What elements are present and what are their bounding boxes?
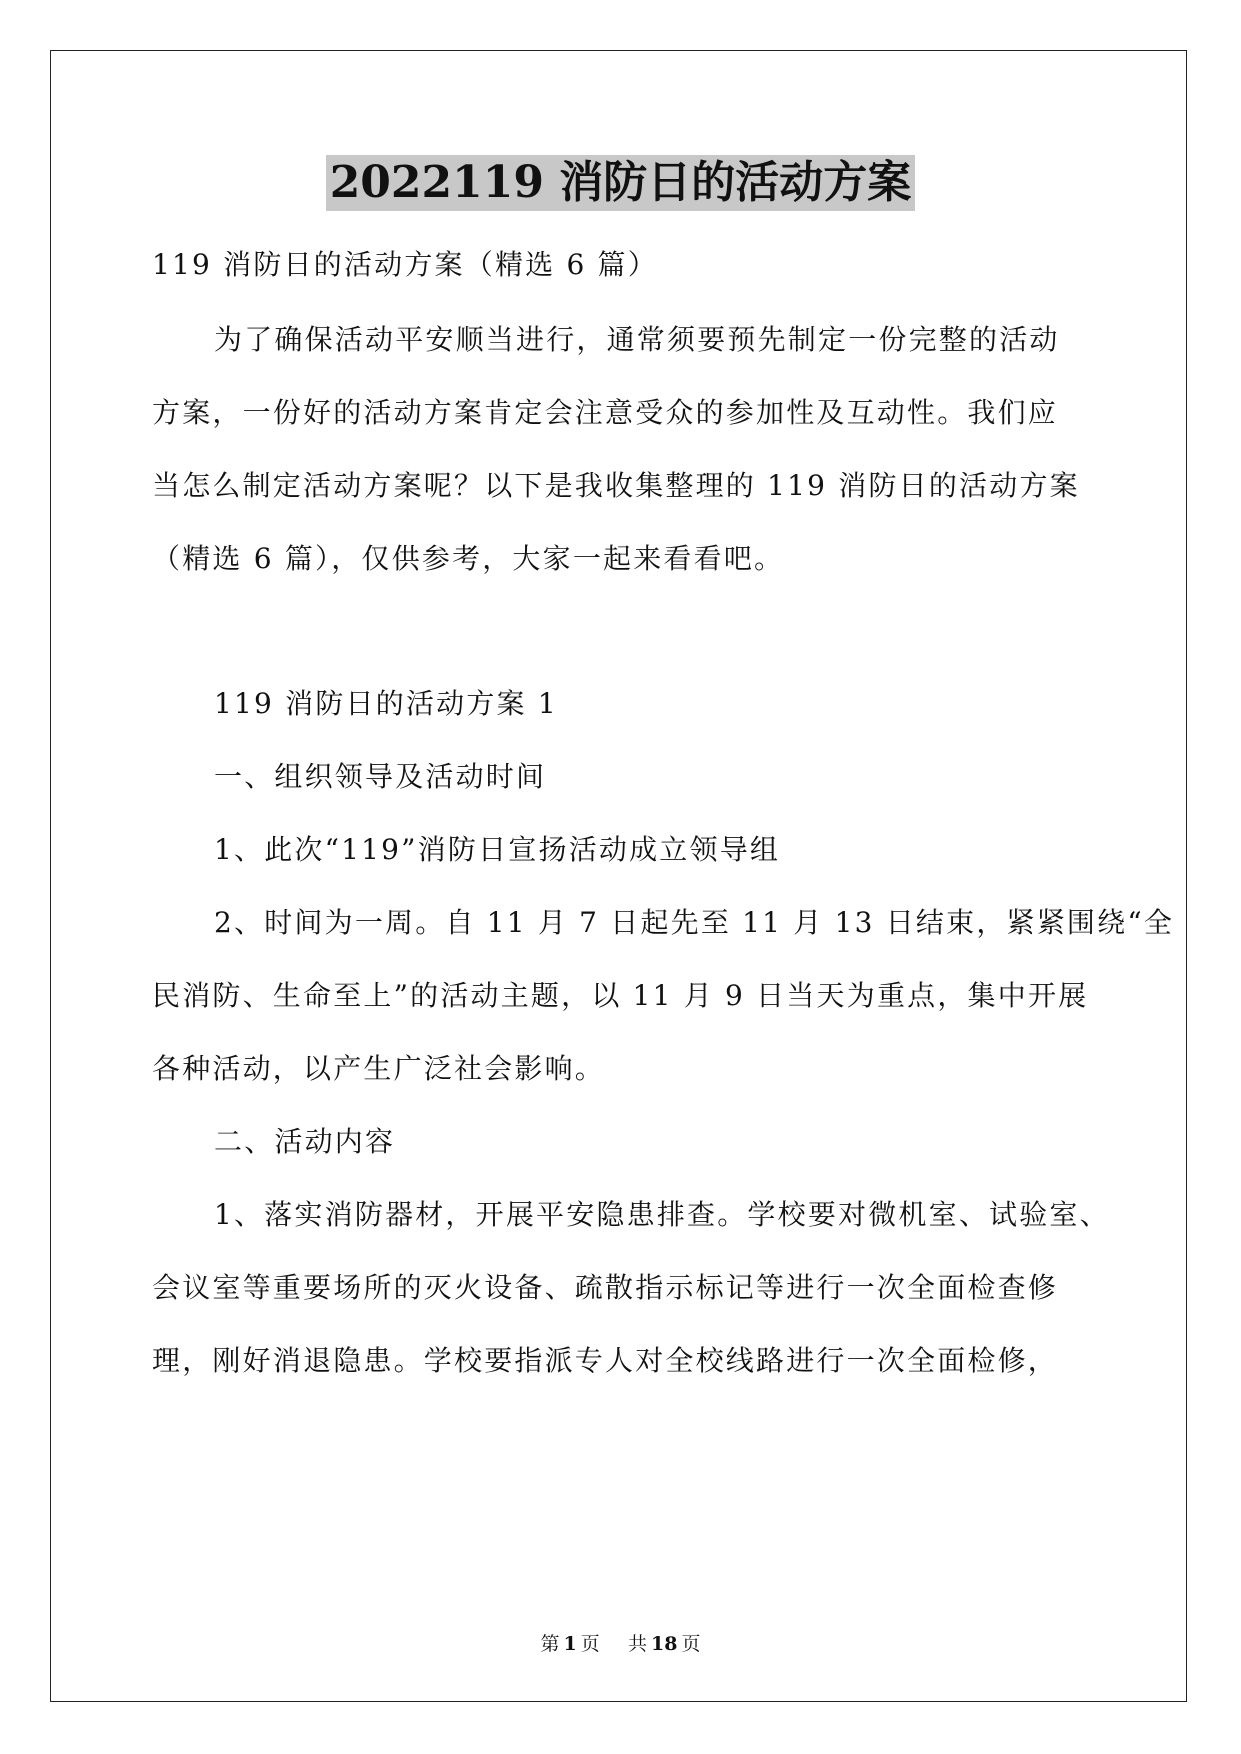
page-current: 1 (563, 1633, 577, 1655)
item-leadership-group: 1、此次“119”消防日宣扬活动成立领导组 (214, 833, 781, 866)
content-line-3: 理，刚好消退隐患。学校要指派专人对全校线路进行一次全面检修， (152, 1344, 1059, 1377)
total-prefix: 共 (627, 1633, 647, 1655)
page-prefix: 第 (540, 1633, 560, 1655)
title-container (0, 155, 1241, 211)
content-line-2: 会议室等重要场所的灭火设备、疏散指示标记等进行一次全面检查修 (152, 1271, 1059, 1304)
intro-line-4: （精选 6 篇），仅供参考，大家一起来看看吧。 (152, 542, 785, 575)
page-footer (0, 1629, 1241, 1656)
section-heading: 119 消防日的活动方案 1 (214, 687, 558, 720)
page-total: 18 (650, 1633, 678, 1655)
total-suffix: 页 (681, 1633, 701, 1655)
heading-organization: 一、组织领导及活动时间 (214, 760, 547, 793)
item-time-line-2: 民消防、生命至上”的活动主题，以 11 月 9 日当天为重点，集中开展 (152, 979, 1089, 1012)
item-time-line-1: 2、时间为一周。自 11 月 7 日起先至 11 月 13 日结束，紧紧围绕“全 (214, 906, 1175, 939)
item-time-line-3: 各种活动，以产生广泛社会影响。 (152, 1052, 606, 1085)
heading-activity-content: 二、活动内容 (214, 1125, 396, 1158)
subtitle-line: 119 消防日的活动方案（精选 6 篇） (152, 248, 658, 281)
intro-line-1: 为了确保活动平安顺当进行，通常须要预先制定一份完整的活动 (214, 323, 1060, 356)
page-suffix: 页 (580, 1633, 600, 1655)
content-line-1: 1、落实消防器材，开展平安隐患排查。学校要对微机室、试验室、 (214, 1198, 1110, 1231)
document-title: 2022119 消防日的活动方案 (326, 155, 916, 211)
intro-line-3: 当怎么制定活动方案呢？以下是我收集整理的 119 消防日的活动方案 (152, 469, 1080, 502)
intro-line-2: 方案，一份好的活动方案肯定会注意受众的参加性及互动性。我们应 (152, 396, 1059, 429)
page-border (50, 50, 1187, 1702)
